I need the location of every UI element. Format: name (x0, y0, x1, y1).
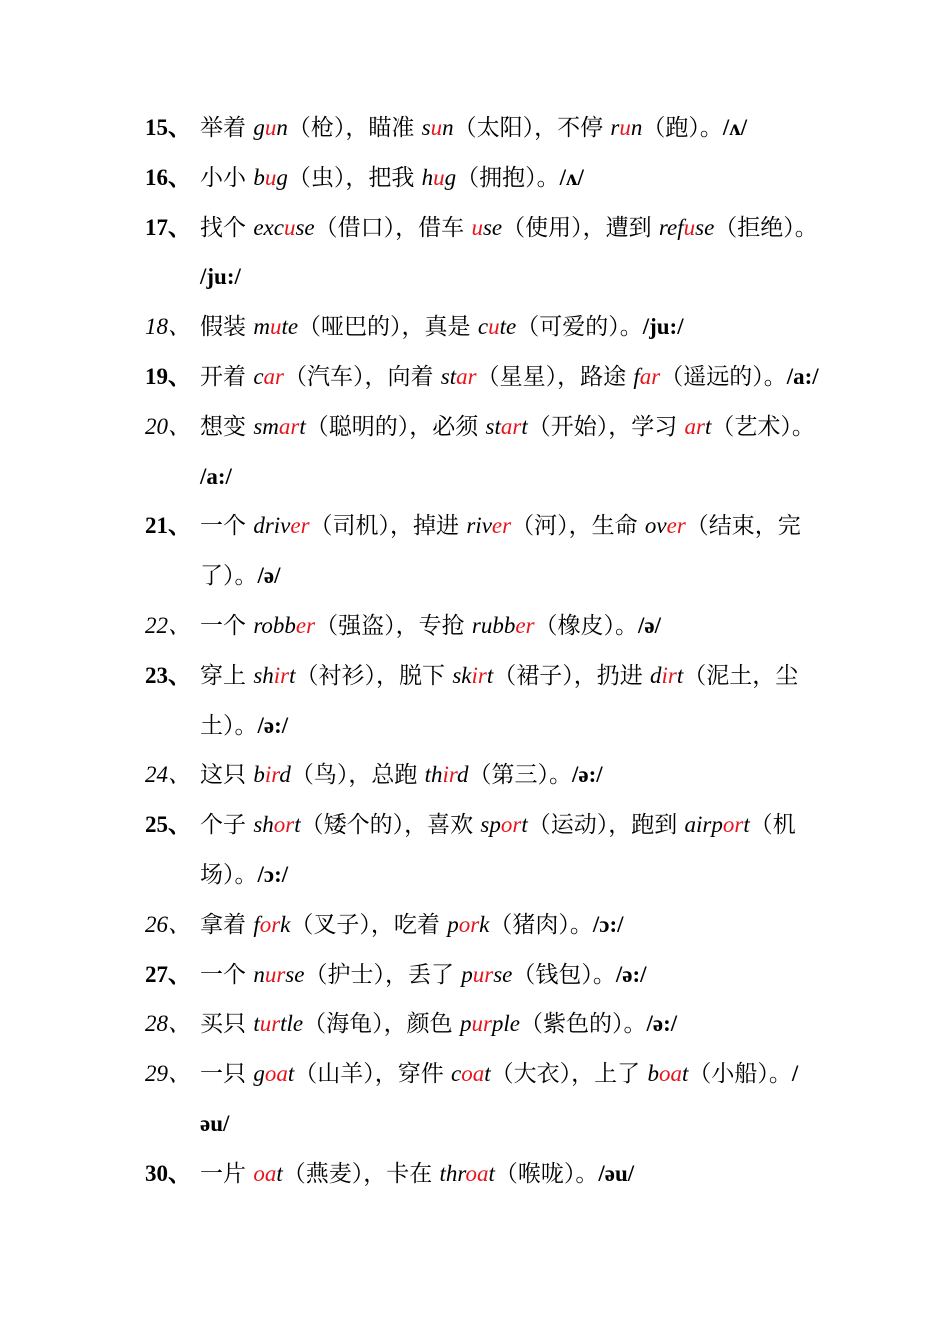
english-word-part: d (279, 762, 291, 788)
english-word-part: p (447, 911, 459, 937)
phonetic-symbol: /ɔ:/ (257, 862, 289, 887)
phonetic-symbol: /ʌ/ (559, 164, 584, 190)
english-word-part: st (485, 413, 501, 439)
line-text (200, 452, 232, 502)
highlighted-letters: oa (465, 1160, 489, 1186)
line-text (200, 352, 819, 402)
chinese-text: （紫色的）。 (520, 1011, 647, 1038)
english-word-part: c (253, 364, 264, 389)
doc-line (0, 352, 950, 402)
chinese-text: （裙子），扔进 (493, 662, 651, 689)
doc-line (0, 302, 950, 352)
line-number: 19、 (145, 364, 191, 389)
line-number: 23、 (145, 662, 191, 688)
chinese-text: 举着 (200, 115, 254, 141)
highlighted-letters: or (500, 812, 522, 838)
chinese-text: 一个 (200, 961, 254, 988)
highlighted-letters: ur (264, 961, 286, 987)
line-text (200, 750, 603, 800)
line-text (200, 1099, 229, 1149)
line-number: 15、 (145, 115, 191, 140)
chinese-text: 小小 (200, 164, 254, 191)
chinese-text: 场）。 (200, 862, 258, 888)
english-word-part: sh (253, 812, 274, 838)
line-number: 22、 (145, 613, 191, 638)
doc-line (0, 850, 950, 900)
chinese-text: 一片 (200, 1160, 254, 1187)
chinese-text: （跑）。 (642, 115, 723, 141)
english-word-part: t (743, 812, 750, 838)
chinese-text: 一个 (200, 613, 254, 639)
english-word-part: t (287, 1061, 295, 1087)
doc-line (0, 1149, 950, 1199)
chinese-text: 买只 (200, 1011, 254, 1038)
phonetic-symbol: /ju:/ (642, 314, 684, 340)
chinese-text: （聪明的），必须 (305, 413, 486, 440)
line-text (200, 252, 241, 302)
english-word-part: s (421, 115, 431, 140)
chinese-text: 找个 (200, 214, 254, 241)
doc-line (0, 800, 950, 850)
chinese-text: （汽车），向着 (283, 364, 441, 390)
chinese-text: 一只 (200, 1061, 254, 1088)
english-word-part: exc (253, 214, 284, 240)
doc-line (0, 252, 950, 302)
phonetic-symbol: /ə:/ (572, 762, 603, 788)
line-number: 29、 (145, 1061, 191, 1087)
english-word-part: ov (644, 513, 667, 539)
highlighted-letters: ar (684, 413, 705, 439)
chinese-text: （猪肉）。 (489, 911, 593, 938)
line-text (200, 651, 798, 701)
english-word-part: rubb (471, 613, 516, 638)
english-word-part: ple (491, 1011, 521, 1037)
highlighted-letters: ir (471, 662, 487, 688)
chinese-text: （可爱的）。 (516, 314, 643, 341)
highlighted-letters: ir (661, 662, 677, 688)
highlighted-letters: u (433, 164, 445, 190)
highlighted-letters: ar (500, 413, 522, 439)
chinese-text: （虫），把我 (287, 164, 422, 191)
english-word-part: b (253, 164, 265, 190)
doc-line (0, 203, 950, 253)
line-number: 27、 (145, 961, 191, 987)
english-word-part: b (253, 762, 265, 788)
english-word-part: t (253, 1011, 260, 1037)
chinese-text: 穿上 (200, 662, 254, 689)
doc-line (0, 651, 950, 701)
phonetic-symbol: /ə/ (638, 613, 662, 638)
chinese-text: （遥远的）。 (660, 364, 787, 390)
english-word-part: t (488, 1160, 495, 1186)
english-word-part: thr (439, 1160, 466, 1186)
phonetic-symbol: / (791, 1061, 799, 1087)
doc-line (0, 999, 950, 1049)
highlighted-letters: u (264, 164, 277, 190)
highlighted-letters: oa (461, 1061, 485, 1087)
chinese-text: （星星），路途 (476, 364, 634, 390)
chinese-text: （海龟），颜色 (303, 1011, 460, 1038)
highlighted-letters: er (515, 613, 535, 638)
chinese-text: 个子 (200, 812, 254, 839)
chinese-text: （鸟），总跑 (290, 762, 425, 789)
doc-line (0, 750, 950, 800)
doc-line (0, 501, 950, 551)
line-text (200, 551, 281, 601)
phonetic-symbol: /a:/ (786, 364, 819, 389)
line-number: 30、 (145, 1160, 191, 1186)
highlighted-letters: u (430, 115, 443, 140)
chinese-text: （橡皮）。 (534, 613, 639, 639)
phonetic-symbol: əu/ (200, 1111, 230, 1136)
english-word-part: g (276, 164, 288, 190)
highlighted-letters: ar (639, 364, 661, 389)
highlighted-letters: er (290, 513, 310, 539)
english-word-part: g (444, 164, 457, 190)
english-word-part: tle (280, 1011, 304, 1037)
english-word-part: te (281, 314, 299, 340)
line-text (200, 950, 647, 1000)
english-word-part: n (442, 115, 454, 140)
english-word-part: riv (466, 513, 492, 539)
highlighted-letters: oa (264, 1061, 288, 1087)
english-word-part: f (253, 911, 260, 937)
highlighted-letters: u (488, 314, 500, 340)
english-word-part: t (676, 662, 684, 688)
english-word-part: t (521, 413, 528, 439)
line-text (200, 800, 796, 850)
highlighted-letters: or (273, 812, 295, 838)
doc-line (0, 103, 950, 153)
phonetic-symbol: /ju:/ (200, 264, 241, 290)
highlighted-letters: ar (456, 364, 477, 389)
doc-line (0, 950, 950, 1000)
line-number: 16、 (145, 164, 191, 190)
doc-line (0, 452, 950, 502)
highlighted-letters: ir (264, 762, 280, 788)
line-number: 20、 (145, 413, 191, 439)
highlighted-letters: ir (442, 762, 458, 788)
english-word-part: t (486, 662, 494, 688)
english-word-part: t (289, 662, 296, 688)
english-word-part: t (681, 1061, 689, 1087)
line-text (200, 402, 815, 452)
line-text (200, 203, 818, 253)
english-word-part: se (295, 214, 315, 240)
phonetic-symbol: /ʌ/ (722, 115, 748, 140)
doc-line (0, 551, 950, 601)
doc-line (0, 1049, 950, 1099)
english-word-part: se (482, 214, 503, 240)
chinese-text: （大衣），上了 (490, 1061, 648, 1088)
highlighted-letters: ur (471, 1011, 492, 1037)
highlighted-letters: u (471, 214, 483, 240)
highlighted-letters: u (264, 115, 277, 140)
english-word-part: t (294, 812, 301, 838)
english-word-part: b (647, 1061, 659, 1087)
chinese-text: （使用），遭到 (502, 214, 659, 241)
english-word-part: t (484, 1061, 491, 1087)
phonetic-symbol: /ə:/ (257, 712, 289, 738)
english-word-part: n (276, 115, 288, 140)
english-word-part: t (276, 1160, 283, 1186)
highlighted-letters: er (295, 613, 316, 638)
chinese-text: 拿着 (200, 911, 254, 938)
chinese-text: （燕麦），卡在 (282, 1160, 440, 1187)
chinese-text: （司机），掉进 (309, 513, 467, 540)
highlighted-letters: or (722, 812, 744, 838)
chinese-text: （山羊），穿件 (294, 1061, 452, 1088)
highlighted-letters: u (283, 214, 296, 240)
line-text (200, 302, 684, 352)
chinese-text: （第三）。 (468, 762, 573, 789)
english-word-part: f (633, 364, 640, 389)
highlighted-letters: ar (263, 364, 284, 389)
chinese-text: 土）。 (200, 712, 258, 739)
chinese-text: （钱包）。 (512, 961, 616, 988)
line-text (200, 153, 584, 203)
highlighted-letters: oa (253, 1160, 277, 1186)
line-text (200, 999, 677, 1049)
chinese-text: 一个 (200, 513, 254, 540)
highlighted-letters: u (619, 115, 631, 140)
line-text (200, 601, 661, 651)
english-word-part: se (695, 214, 715, 240)
highlighted-letters: ur (472, 961, 494, 987)
english-word-part: te (499, 314, 517, 340)
line-text (200, 103, 747, 153)
chinese-text: （太阳），不停 (453, 115, 611, 141)
chinese-text: （泥土，尘 (683, 662, 799, 689)
english-word-part: h (421, 164, 434, 190)
english-word-part: sm (253, 413, 279, 439)
chinese-text: （河），生命 (511, 513, 645, 540)
english-word-part: robb (253, 613, 296, 638)
english-word-part: k (280, 911, 291, 937)
doc-line (0, 153, 950, 203)
line-number: 26、 (145, 911, 191, 937)
english-word-part: th (424, 762, 443, 788)
line-text (200, 701, 288, 751)
chinese-text: （衬衫），脱下 (295, 662, 453, 689)
chinese-text: （机 (749, 812, 796, 839)
english-word-part: k (479, 911, 490, 937)
highlighted-letters: u (683, 214, 696, 240)
line-number: 25、 (145, 812, 191, 838)
english-word-part: d (650, 662, 662, 688)
english-word-part: sh (253, 662, 274, 688)
chinese-text: （喉咙）。 (494, 1160, 599, 1187)
chinese-text: （拒绝）。 (714, 214, 818, 241)
english-word-part: g (253, 115, 265, 140)
chinese-text: （强盗），专抢 (315, 613, 472, 639)
english-word-part: ref (658, 214, 684, 240)
chinese-text: 这只 (200, 762, 254, 789)
english-word-part: sk (452, 662, 472, 688)
line-number: 24、 (145, 762, 191, 788)
english-word-part: n (253, 961, 265, 987)
phonetic-symbol: /a:/ (200, 463, 232, 489)
line-text (200, 501, 801, 551)
line-text (200, 900, 624, 950)
highlighted-letters: or (259, 911, 281, 937)
phonetic-symbol: /ə/ (257, 563, 281, 589)
doc-line (0, 1099, 950, 1149)
chinese-text: 开着 (200, 364, 254, 390)
chinese-text: 了）。 (200, 563, 258, 590)
english-word-part: m (253, 314, 270, 340)
chinese-text: （护士），丢了 (304, 961, 462, 988)
english-word-part: t (521, 812, 528, 838)
line-number: 28、 (145, 1011, 191, 1037)
highlighted-letters: or (458, 911, 480, 937)
chinese-text: （矮个的），喜欢 (300, 812, 481, 839)
english-word-part: c (451, 1061, 462, 1087)
line-number: 17、 (145, 214, 191, 240)
chinese-text: （小船）。 (688, 1061, 792, 1088)
english-word-part: driv (253, 513, 291, 539)
english-word-part: se (285, 961, 305, 987)
chinese-text: （运动），跑到 (527, 812, 685, 839)
phonetic-symbol: /ə:/ (646, 1011, 678, 1037)
doc-line (0, 601, 950, 651)
doc-line (0, 900, 950, 950)
line-number: 21、 (145, 513, 191, 539)
highlighted-letters: ir (273, 662, 290, 688)
english-word-part: airp (684, 812, 723, 838)
chinese-text: （艺术）。 (711, 413, 815, 440)
highlighted-letters: er (491, 513, 512, 539)
english-word-part: p (459, 1011, 472, 1037)
english-word-part: t (299, 413, 306, 439)
english-word-part: r (610, 115, 620, 140)
highlighted-letters: ar (278, 413, 300, 439)
line-text (200, 1149, 634, 1199)
chinese-text: （枪），瞄准 (287, 115, 422, 141)
highlighted-letters: er (666, 513, 686, 539)
highlighted-letters: oa (658, 1061, 682, 1087)
english-word-part: p (461, 961, 473, 987)
english-word-part: t (704, 413, 712, 439)
phonetic-symbol: /əu/ (598, 1160, 635, 1186)
english-word-part: n (630, 115, 643, 140)
phonetic-symbol: /ɔ:/ (592, 911, 624, 937)
english-word-part: c (477, 314, 489, 340)
line-text (200, 1049, 798, 1099)
highlighted-letters: u (269, 314, 282, 340)
chinese-text: （结束，完 (685, 513, 801, 540)
chinese-text: 想变 (200, 413, 254, 440)
english-word-part: se (493, 961, 513, 987)
english-word-part: st (440, 364, 457, 389)
doc-line (0, 402, 950, 452)
english-word-part: d (457, 762, 469, 788)
line-text (200, 850, 288, 900)
line-number: 18、 (145, 314, 191, 340)
chinese-text: （哑巴的），真是 (298, 314, 478, 341)
phonetic-symbol: /ə:/ (615, 961, 647, 987)
chinese-text: （借口），借车 (314, 214, 472, 241)
chinese-text: 假装 (200, 314, 254, 341)
doc-line (0, 701, 950, 751)
chinese-text: （叉子），吃着 (290, 911, 448, 938)
english-word-part: sp (480, 812, 501, 838)
chinese-text: （拥抱）。 (456, 164, 560, 191)
english-word-part: g (253, 1061, 265, 1087)
highlighted-letters: ur (259, 1011, 281, 1037)
chinese-text: （开始），学习 (527, 413, 685, 440)
